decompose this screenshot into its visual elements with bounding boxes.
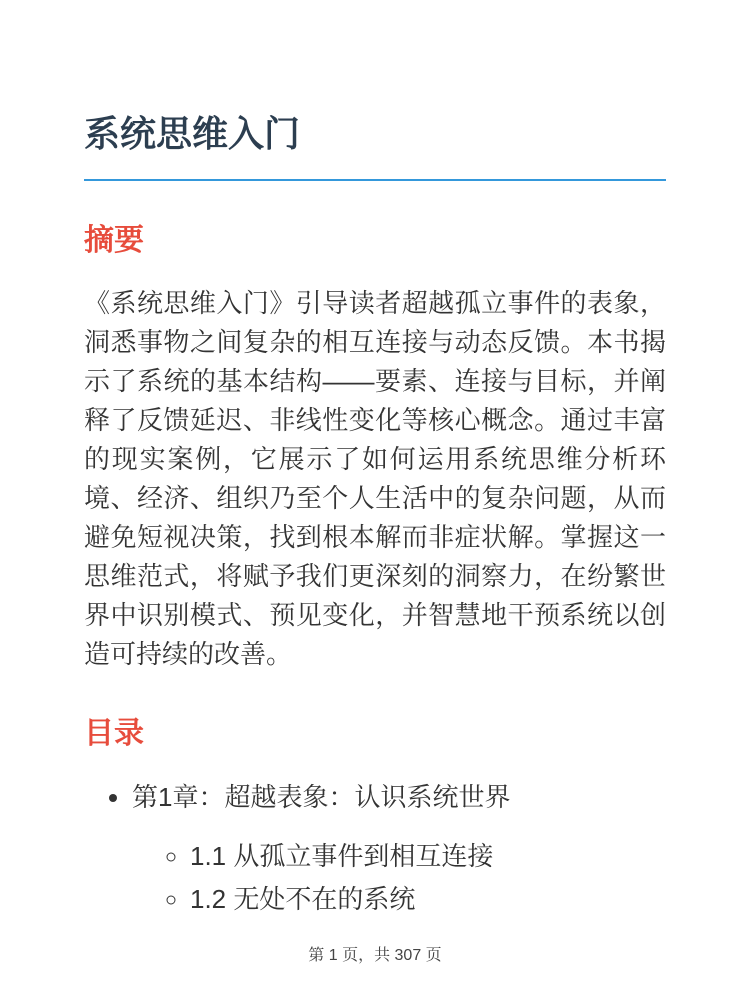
abstract-heading: 摘要	[84, 224, 144, 258]
toc-subitem: ◦ 1.2 无处不在的系统	[190, 880, 666, 919]
page-number: 第 1 页，共 307 页	[308, 947, 442, 964]
toc-subitem: ◦ 1.1 从孤立事件到相互连接	[190, 837, 666, 876]
toc-sublist	[132, 837, 666, 919]
toc-chapter-item	[132, 778, 666, 919]
abstract-paragraph: 《系统思维入门》引导读者超越孤立事件的表象，洞悉事物之间复杂的相互连接与动态反馈。本书揭示了系统的基本结构——要素、连接与目标，并阐释了反馈延迟、非线性变化等核心概念。通过丰富的现实案例，它展示了如何运用系统思维分析环境、经济、组织乃至个人生活中的复杂问题，从而避免短视决策，找到根本解而非症状解。掌握这一思维范式，将赋予我们更深刻的洞察力，在纷繁世界中识别模式、预见变化，并智慧地干预系统以创造可持续的改善。	[84, 288, 666, 670]
page-title: 系统思维入门	[84, 112, 666, 181]
toc-list	[84, 778, 666, 919]
toc-heading: 目录	[84, 717, 144, 751]
toc-chapter-label: 第1章：超越表象：认识系统世界	[132, 782, 511, 813]
